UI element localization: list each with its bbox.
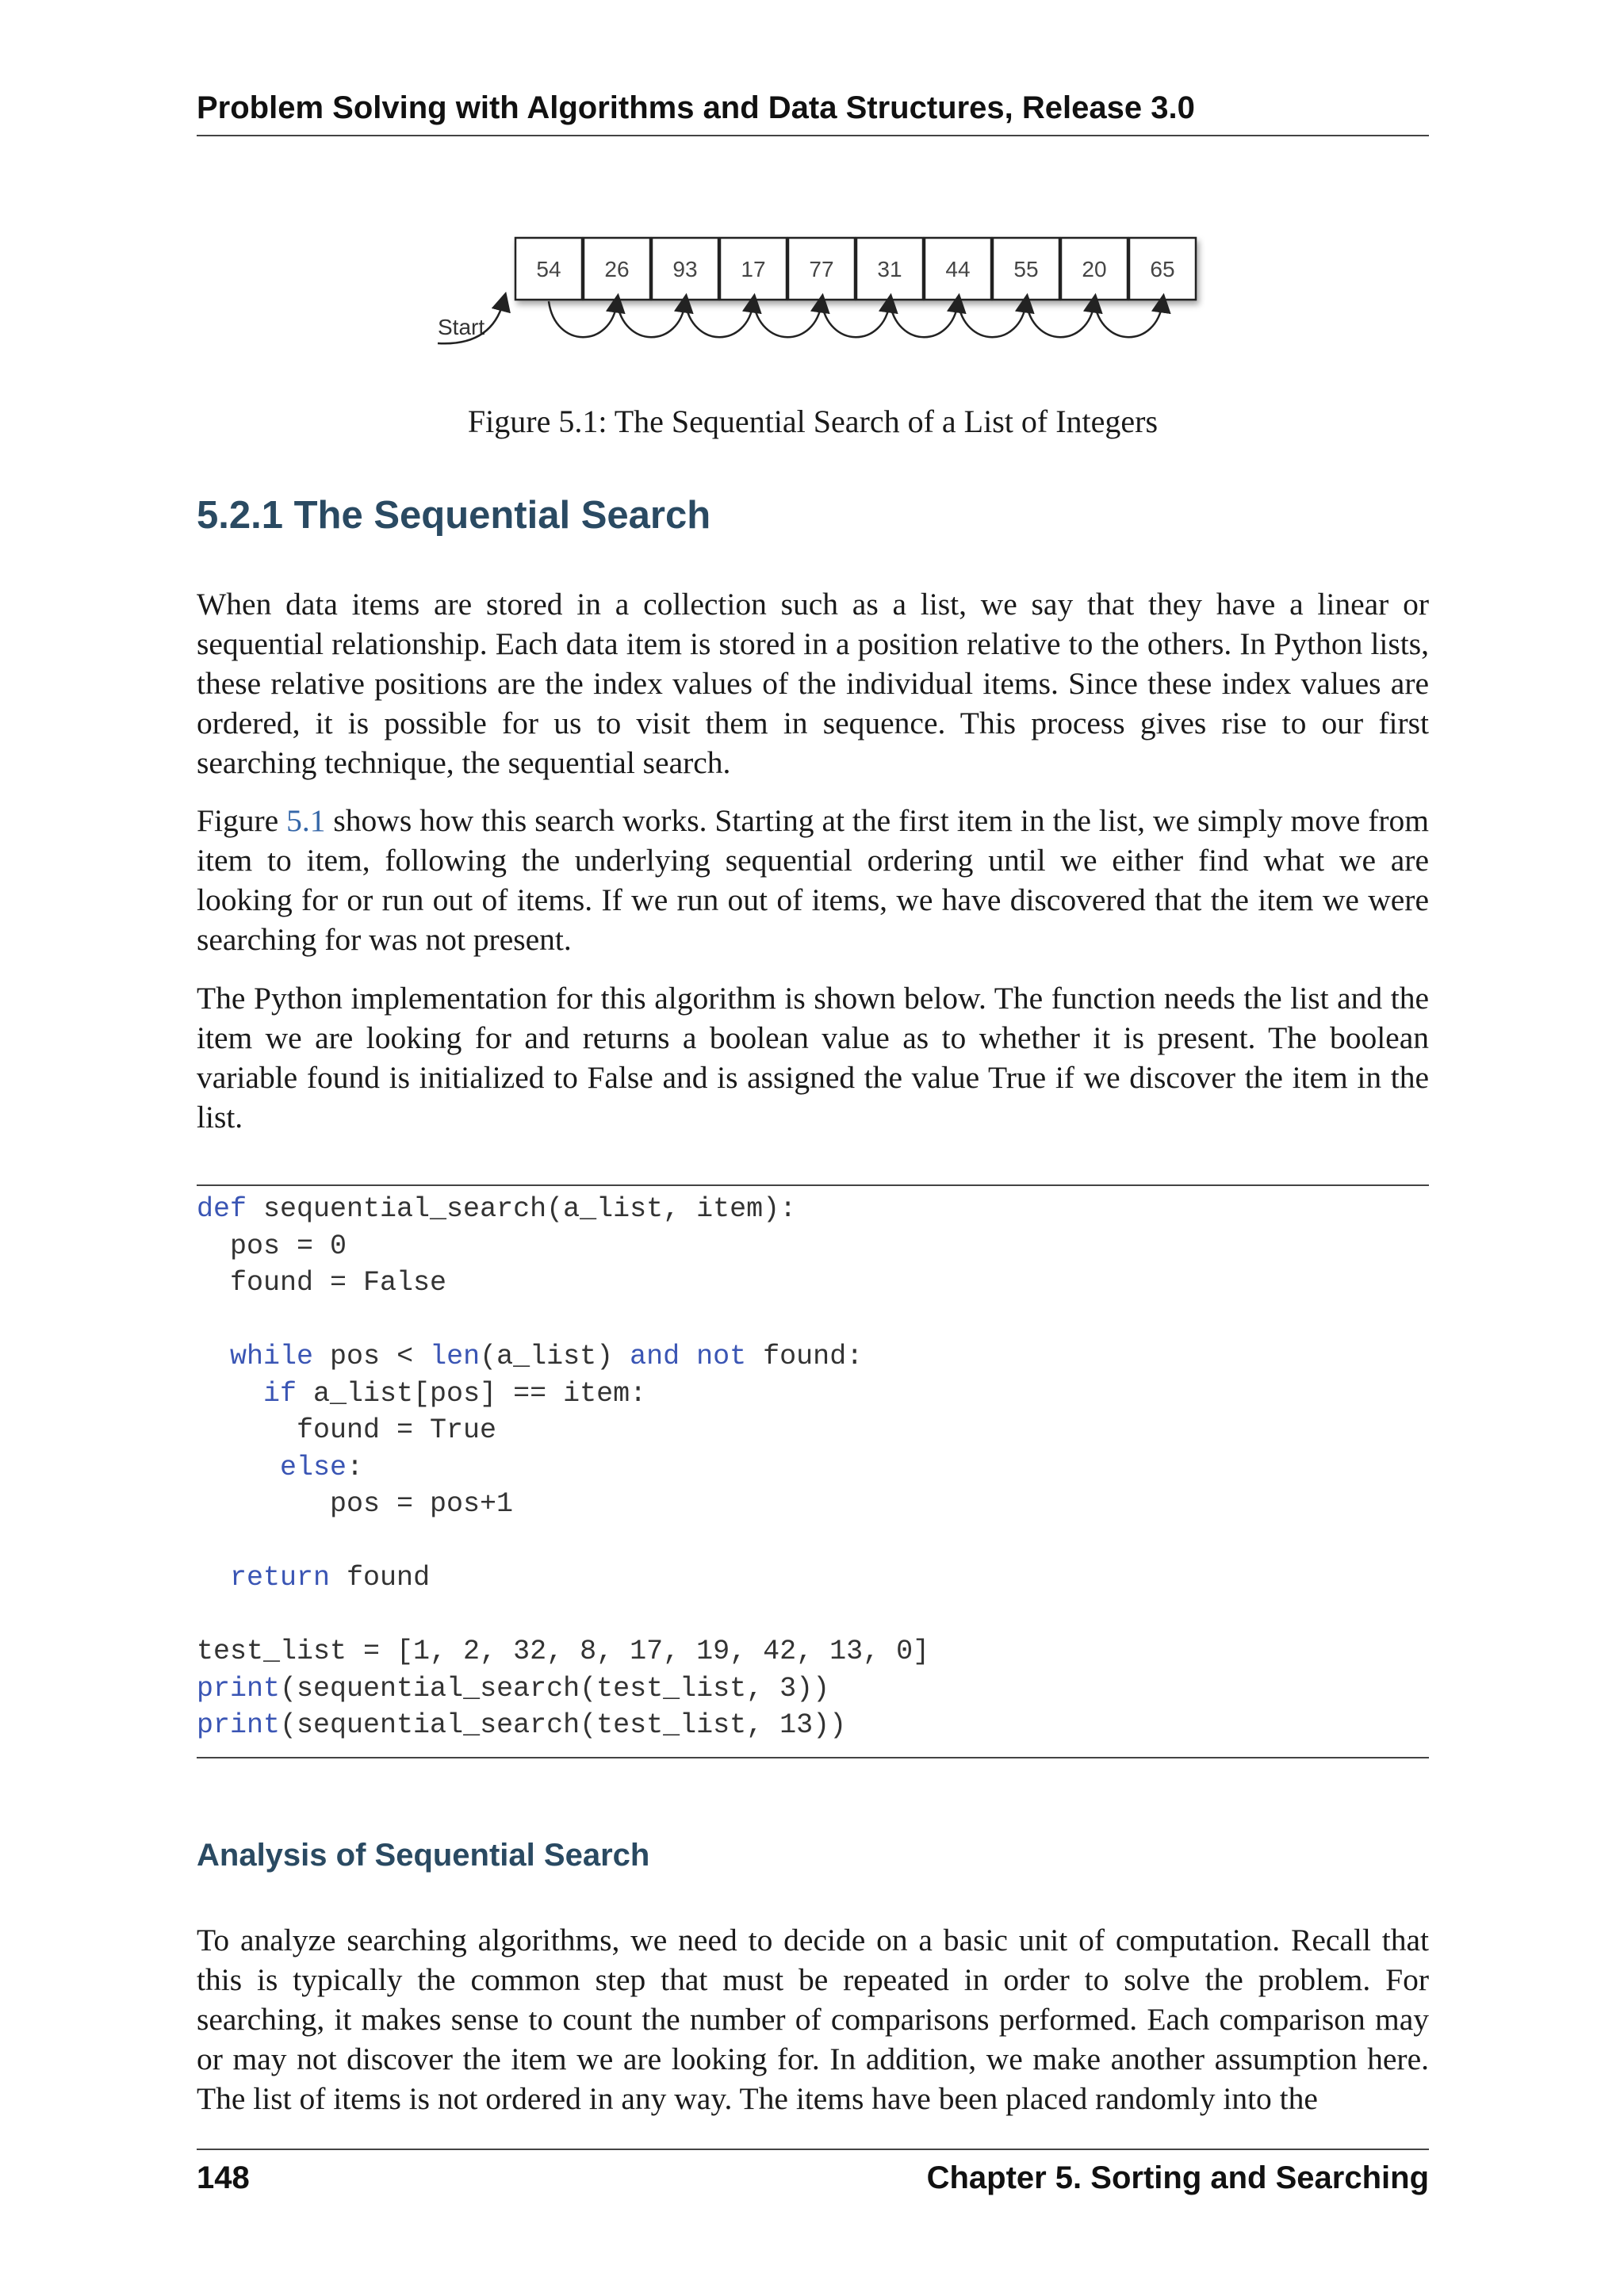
code-token	[197, 1378, 263, 1410]
code-token	[197, 1341, 230, 1372]
code-token: pos <	[313, 1341, 431, 1372]
sequence-arrow	[617, 301, 685, 337]
code-token: (sequential_search(test_list, 3))	[280, 1672, 830, 1705]
list-cell	[993, 238, 1059, 300]
code-bottom-rule	[197, 1757, 1429, 1758]
list-value: 93	[672, 257, 698, 281]
code-token: :	[347, 1451, 364, 1483]
page-number: 148	[197, 2160, 250, 2195]
sequence-arrow	[1026, 301, 1094, 337]
code-line: found = True	[197, 1414, 497, 1446]
list-cell	[515, 238, 582, 300]
section-title: 5.2.1 The Sequential Search	[197, 494, 711, 537]
list-value: 31	[877, 257, 902, 281]
code-token: sequential_search(a_list, item):	[247, 1193, 797, 1225]
subsection-title: Analysis of Sequential Search	[197, 1838, 650, 1873]
list-value: 55	[1013, 257, 1039, 281]
list-value: 20	[1082, 257, 1107, 281]
paragraph-text: Figure	[197, 803, 287, 838]
code-line: pos = 0	[197, 1230, 347, 1262]
code-token: len	[430, 1341, 481, 1372]
code-token: found:	[746, 1341, 864, 1372]
figure-link[interactable]: 5.1	[286, 803, 326, 838]
paragraph-implementation: The Python implementation for this algorithm is shown below. The function needs the list and the item we are looking for and returns a boolean value as to whether it is present. The boolean variable found is initialized to False and is assigned the value True if we discover the item in the list.	[197, 981, 1429, 1135]
sequence-arrow	[549, 301, 617, 337]
paragraph-intro: When data items are stored in a collection such as a list, we say that they have a linear or sequential relationship. Each data item is stored in a position relative to the others. In Python lists, these relative positions are the index values of the individual items. Since these index values are ordered, it is possible for us to visit them in sequence. This process gives rise to our first searching technique, the sequential search.	[197, 587, 1429, 780]
running-header: Problem Solving with Algorithms and Data Structures, Release 3.0	[197, 90, 1195, 125]
sequence-arrow	[1094, 301, 1162, 337]
paragraph-text: shows how this search works. Starting at the first item in the list, we simply move from item to item, following the underlying sequential ordering until we either find what we are looking for or run out of items. If we run out of items, we have discovered that the item we were searching for was not present.	[197, 803, 1429, 957]
sequence-arrow	[890, 301, 958, 337]
code-token: else	[280, 1451, 347, 1483]
code-token: return	[230, 1562, 331, 1594]
list-cell	[652, 238, 718, 300]
code-token: print	[197, 1709, 281, 1741]
list-value: 17	[741, 257, 766, 281]
code-token	[197, 1452, 280, 1483]
code-token: not	[696, 1341, 747, 1372]
list-cell	[720, 238, 787, 300]
sequence-arrow	[822, 301, 890, 337]
sequence-arrow	[685, 301, 753, 337]
list-cell	[1061, 238, 1128, 300]
list-value: 77	[809, 257, 834, 281]
code-line: pos = pos+1	[197, 1488, 514, 1520]
list-cell	[1129, 238, 1196, 300]
footer-rule	[197, 2149, 1429, 2150]
list-cell	[584, 238, 650, 300]
code-token: and	[630, 1341, 680, 1372]
page-footer	[197, 2160, 1429, 2196]
figure-caption: Figure 5.1: The Sequential Search of a List of Integers	[467, 404, 1159, 439]
start-label: Start	[438, 315, 485, 339]
code-line: test_list = [1, 2, 32, 8, 17, 19, 42, 13, 0]	[197, 1636, 930, 1667]
paragraph-analysis: To analyze searching algorithms, we need to decide on a basic unit of computation. Recall that this is typically the common step that must be repeated in order to solve the problem. For searching, it makes sense to count the number of comparisons performed. Each comparison may or may not discover the item we are looking for. In addition, we make another assumption here. The list of items is not ordered in any way. The items have been placed randomly into the	[197, 1923, 1429, 2116]
paragraph-figure-ref	[197, 801, 1429, 959]
code-top-rule	[197, 1184, 1429, 1186]
code-token: while	[230, 1341, 314, 1372]
code-token: a_list[pos] == item:	[297, 1377, 647, 1410]
list-value: 54	[536, 257, 561, 281]
code-token: (sequential_search(test_list, 13))	[280, 1709, 847, 1741]
list-value: 44	[945, 257, 971, 281]
list-value: 65	[1150, 257, 1175, 281]
list-cell	[788, 238, 855, 300]
sequence-arrow	[958, 301, 1026, 337]
sequence-arrow	[753, 301, 822, 337]
code-token: def	[197, 1193, 247, 1225]
list-value: 26	[604, 257, 630, 281]
code-token: (a_list)	[480, 1341, 630, 1372]
chapter-label: Chapter 5. Sorting and Searching	[926, 2160, 1429, 2195]
list-cell	[925, 238, 991, 300]
code-token: found	[330, 1562, 431, 1594]
code-token	[680, 1341, 696, 1372]
header-rule	[197, 135, 1429, 136]
code-token: if	[263, 1377, 297, 1410]
code-token	[197, 1562, 230, 1594]
code-block	[197, 1191, 1429, 1744]
list-cell	[856, 238, 923, 300]
sequential-search-figure	[428, 226, 1205, 361]
code-token: print	[197, 1672, 281, 1705]
code-line: found = False	[197, 1267, 447, 1299]
